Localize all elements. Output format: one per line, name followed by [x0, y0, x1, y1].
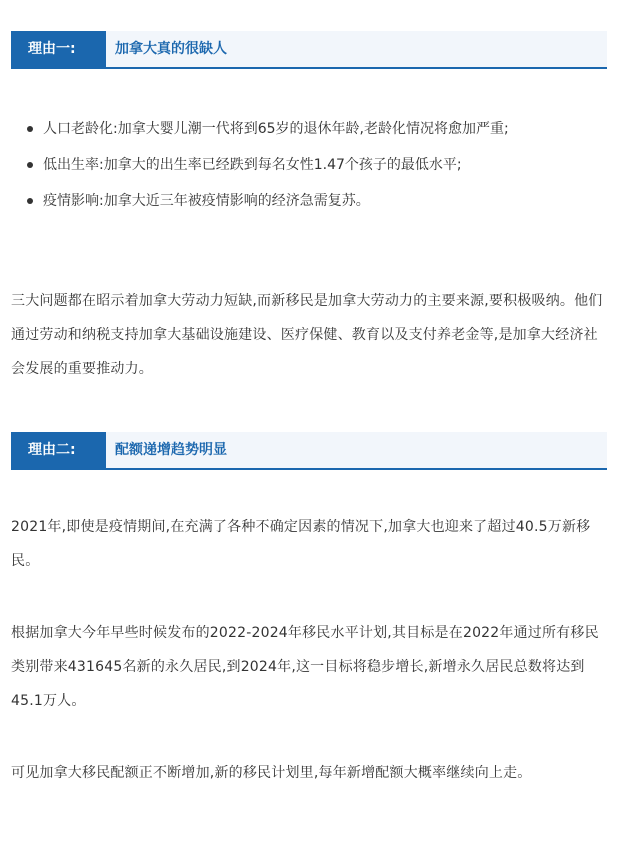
bullet-dot-icon [27, 126, 33, 132]
paragraph-labor-shortage: 三大问题都在昭示着加拿大劳动力短缺,而新移民是加拿大劳动力的主要来源,要积极吸纳。他们通过劳动和纳税支持加拿大基础设施建设、医疗保健、教育以及支付养老金等,是加拿大经济社会发展的重要推动力。 [11, 293, 603, 377]
paragraph-immigration-plan: 根据加拿大今年早些时候发布的2022-2024年移民水平计划,其目标是在2022年通过所有移民类别带来431645名新的永久居民,到2024年,这一目标将稳步增长,新增永久居民总数将达到45.1万人。 [11, 625, 599, 709]
section-tag: 理由一: [11, 31, 106, 67]
paragraph-quota-trend: 可见加拿大移民配额正不断增加,新的移民计划里,每年新增配额大概率继续向上走。 [11, 765, 532, 781]
section-tag: 理由二: [11, 432, 106, 468]
section-header-reason-one [11, 31, 607, 69]
list-item [24, 148, 608, 182]
list-item-text: 人口老龄化:加拿大婴儿潮一代将到65岁的退休年龄,老龄化情况将愈加严重; [43, 121, 509, 137]
list-item [24, 184, 608, 218]
section-header-reason-two [11, 432, 607, 470]
section-title: 加拿大真的很缺人 [115, 41, 227, 57]
list-item-text: 疫情影响:加拿大近三年被疫情影响的经济急需复苏。 [43, 193, 370, 209]
bullet-dot-icon [27, 198, 33, 204]
list-item-text: 低出生率:加拿大的出生率已经跌到每名女性1.47个孩子的最低水平; [43, 157, 462, 173]
bullet-dot-icon [27, 162, 33, 168]
section-title: 配额递增趋势明显 [115, 442, 227, 458]
paragraph-2021-immigrants: 2021年,即使是疫情期间,在充满了各种不确定因素的情况下,加拿大也迎来了超过40.5万新移民。 [11, 519, 591, 569]
list-item [24, 112, 608, 146]
reason-bullet-list [24, 112, 608, 220]
